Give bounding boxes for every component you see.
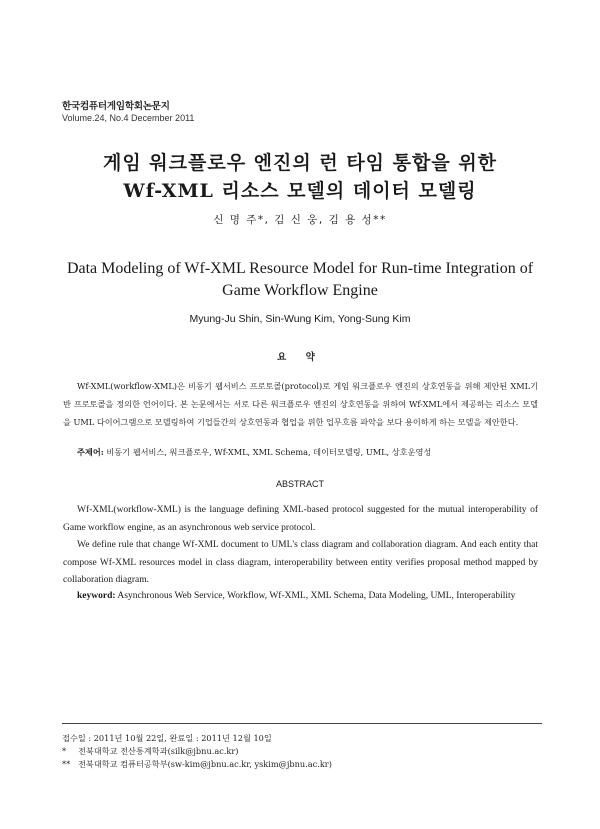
footnote-mark-1: * <box>62 746 67 756</box>
english-authors: Myung-Ju Shin, Sin-Wung Kim, Yong-Sung Kim <box>189 313 411 325</box>
english-keywords <box>77 591 515 601</box>
english-abstract-heading: ABSTRACT <box>275 479 324 489</box>
journal-volume: Volume.24, No.4 December 2011 <box>62 113 195 123</box>
english-keywords-label: keyword: <box>77 591 116 601</box>
footnote-text-1: 전북대학교 전산통계학과(silk@jbnu.ac.kr) <box>78 746 239 756</box>
korean-authors: 신 명 주*, 김 신 웅, 김 용 성** <box>213 214 387 226</box>
english-keywords-list: Asynchronous Web Service, Workflow, Wf-XML, XML Schema, Data Modeling, UML, Interoperability <box>117 591 516 601</box>
korean-abstract-text: Wf-XML(workflow-XML)은 비동기 웹서비스 프로토콜(protocol)로 게임 워크플로우 엔진의 상호연동을 위해 제안된 XML기반 프로토콜을 정의한 언어이다. 본 논문에서는 서로 다른 워크플로우 엔진의 상호연동을 위하여 Wf-XML에서 제공하는 리소스 모델을 UML 다이어그램으로 모델링하여 기업들간의 상호연동과 협업을 위한 업무흐름 파악을 보다 용이하게 하는 모델을 제안한다. <box>63 381 538 428</box>
english-abstract-paragraph-1: Wf-XML(workflow-XML) is the language defining XML-based protocol suggested for the mutual interoperability of Game workflow engine, as an asynchronous web service protocol. <box>63 505 538 533</box>
korean-abstract-heading: 요 약 <box>277 352 323 363</box>
english-title-line-2: Game Workflow Engine <box>222 282 378 299</box>
footnote-affiliation-1 <box>62 746 238 757</box>
korean-keywords <box>77 447 431 458</box>
footnote-divider <box>62 723 542 724</box>
footnote-text-2: 전북대학교 컴퓨터공학부(sw-kim@jbnu.ac.kr, yskim@jbnu.ac.kr) <box>78 759 332 769</box>
footnote-dates: 접수일 : 2011년 10월 22일, 완료일 : 2011년 12월 10일 <box>62 733 272 743</box>
korean-keywords-label: 주제어: <box>77 447 104 457</box>
english-abstract-paragraph-2: We define rule that change Wf-XML document to UML's class diagram and collaboration diagram. And each entity that compose Wf-XML resources model in class diagram, interoperability between entity verifies proposal method mapped by collaboration diagram. <box>63 540 538 585</box>
footnote-mark-2: ** <box>62 759 71 769</box>
korean-keywords-list: 비동기 웹서비스, 워크플로우, Wf-XML, XML Schema, 데이터모델링, UML, 상호운영성 <box>106 447 432 457</box>
journal-name: 한국컴퓨터게임학회논문지 <box>62 101 170 112</box>
journal-header <box>62 98 194 123</box>
korean-title-line-2: Wf-XML 리소스 모델의 데이터 모델링 <box>123 180 477 202</box>
korean-title-line-1: 게임 워크플로우 엔진의 런 타임 통합을 위한 <box>102 152 498 174</box>
footnote-affiliation-2 <box>62 759 332 770</box>
english-title-line-1: Data Modeling of Wf-XML Resource Model for Run-time Integration of <box>66 260 534 277</box>
